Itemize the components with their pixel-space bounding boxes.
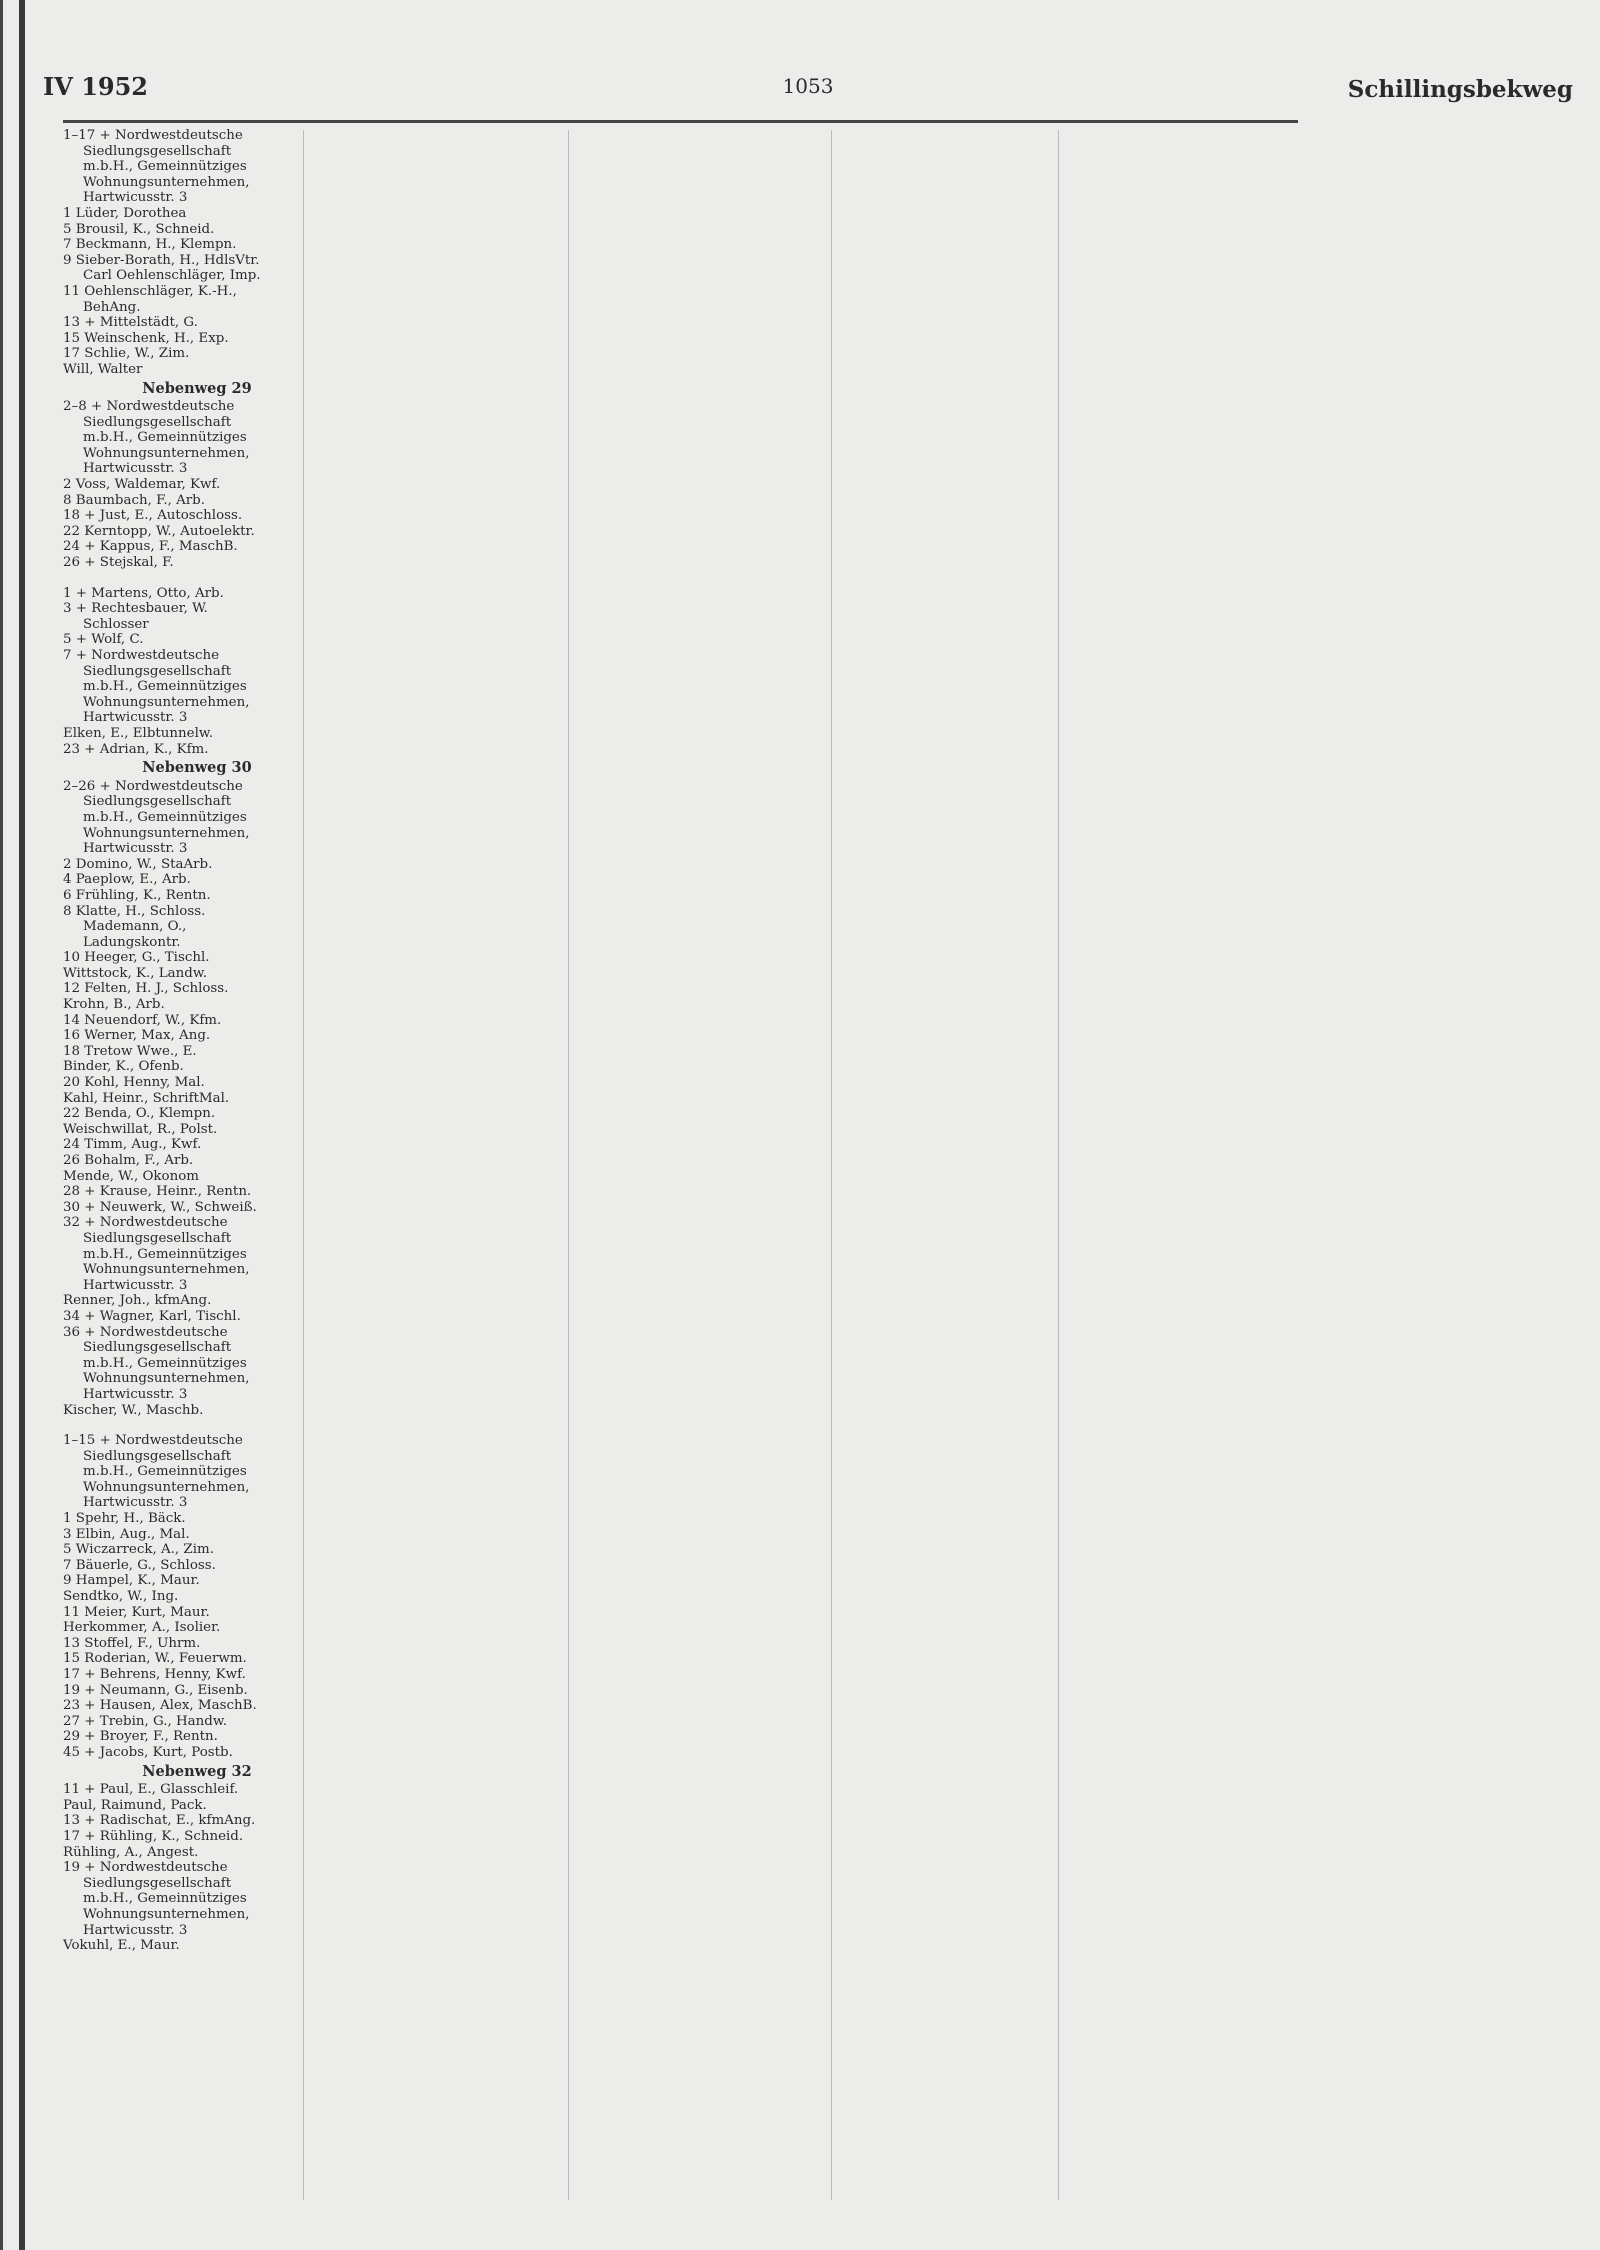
street-heading: Nebenweg 32 xyxy=(142,1763,252,1780)
directory-entry: 8 Baumbach, F., Arb. xyxy=(63,492,205,508)
directory-entry: 1 Spehr, H., Bäck. xyxy=(63,1511,186,1527)
directory-entry: 45 + Jacobs, Kurt, Postb. xyxy=(63,1744,233,1760)
directory-entry: Kahl, Heinr., SchriftMal. xyxy=(63,1090,230,1106)
directory-entry: Kischer, W., Maschb. xyxy=(63,1402,204,1418)
directory-entry: 2–26 + Nordwestdeutsche xyxy=(63,778,243,794)
directory-entry: 13 + Mittelstädt, G. xyxy=(63,315,198,331)
directory-entry: Schlosser xyxy=(83,616,149,632)
header-street-range: Schillingsbekweg xyxy=(1347,76,1573,103)
directory-entry: 1–17 + Nordwestdeutsche xyxy=(63,128,243,143)
directory-entry: 30 + Neuwerk, W., Schweiß. xyxy=(63,1199,257,1215)
directory-entry: 3 + Rechtesbauer, W. xyxy=(63,601,208,617)
directory-entry: Mademann, O., xyxy=(83,919,187,935)
directory-entry: m.b.H., Gemeinnütziges xyxy=(83,679,247,695)
directory-entry: 8 Klatte, H., Schloss. xyxy=(63,903,206,919)
directory-entry: Elken, E., Elbtunnelw. xyxy=(63,725,213,741)
directory-entry: 2 Voss, Waldemar, Kwf. xyxy=(63,477,221,493)
directory-entry: Wohnungsunternehmen, xyxy=(83,445,250,461)
directory-entry: Wohnungsunternehmen, xyxy=(83,1479,250,1495)
directory-entry: Wittstock, K., Landw. xyxy=(63,965,207,981)
directory-entry: 11 Oehlenschläger, K.-H., xyxy=(63,283,237,299)
directory-entry: 11 Meier, Kurt, Maur. xyxy=(63,1604,210,1620)
column-divider xyxy=(568,130,569,2200)
directory-entry: 13 + Radischat, E., kfmAng. xyxy=(63,1813,256,1829)
header-rule xyxy=(63,120,1298,123)
directory-entry: 3 Elbin, Aug., Mal. xyxy=(63,1526,190,1542)
directory-entry: Hartwicusstr. 3 xyxy=(83,190,188,206)
directory-entry: 26 Bohalm, F., Arb. xyxy=(63,1153,194,1168)
directory-entry: 14 Neuendorf, W., Kfm. xyxy=(63,1012,222,1028)
directory-entry: Hartwicusstr. 3 xyxy=(83,710,188,726)
directory-entry: m.b.H., Gemeinnütziges xyxy=(83,430,247,446)
page-header xyxy=(43,62,1573,102)
directory-entry: Siedlungsgesellschaft xyxy=(83,1230,232,1246)
directory-entry: 7 Bäuerle, G., Schloss. xyxy=(63,1557,216,1573)
directory-entry: m.b.H., Gemeinnütziges xyxy=(83,1246,247,1262)
directory-entry: Siedlungsgesellschaft xyxy=(83,1340,232,1356)
directory-entry: 23 + Hausen, Alex, MaschB. xyxy=(63,1698,257,1714)
directory-entry: Wohnungsunternehmen, xyxy=(83,174,250,190)
directory-entry: 22 Benda, O., Klempn. xyxy=(63,1106,216,1122)
directory-entry: 18 Tretow Wwe., E. xyxy=(63,1043,197,1059)
directory-entry: Hartwicusstr. 3 xyxy=(83,841,188,857)
directory-entry: 5 Wiczarreck, A., Zim. xyxy=(63,1542,214,1558)
directory-entry: 2–8 + Nordwestdeutsche xyxy=(63,399,235,415)
directory-entry: Wohnungsunternehmen, xyxy=(83,1371,250,1387)
directory-entry: Hartwicusstr. 3 xyxy=(83,1495,188,1511)
directory-entry: Mende, W., Okonom xyxy=(63,1168,199,1184)
directory-entry: Vokuhl, E., Maur. xyxy=(63,1938,180,1954)
directory-entry: m.b.H., Gemeinnütziges xyxy=(83,1464,247,1480)
directory-entry: Hartwicusstr. 3 xyxy=(83,1922,188,1938)
directory-entry: m.b.H., Gemeinnütziges xyxy=(83,159,247,175)
directory-entry: 16 Werner, Max, Ang. xyxy=(63,1028,211,1044)
directory-entry: 15 Weinschenk, H., Exp. xyxy=(63,330,229,346)
spacer xyxy=(63,571,331,586)
directory-entry: 7 Beckmann, H., Klempn. xyxy=(63,237,237,253)
directory-entry: 1 + Martens, Otto, Arb. xyxy=(63,585,224,601)
directory-entry: Weischwillat, R., Polst. xyxy=(63,1121,218,1137)
street-heading: Nebenweg 29 xyxy=(142,380,252,397)
directory-entry: Herkommer, A., Isolier. xyxy=(63,1620,221,1636)
directory-entry: 32 + Nordwestdeutsche xyxy=(63,1215,228,1231)
directory-entry: 12 Felten, H. J., Schloss. xyxy=(63,981,229,997)
directory-entry: 22 Kerntopp, W., Autoelektr. xyxy=(63,523,255,539)
directory-entry: m.b.H., Gemeinnütziges xyxy=(83,1355,247,1371)
directory-entry: 9 Hampel, K., Maur. xyxy=(63,1573,200,1589)
directory-entry: Binder, K., Ofenb. xyxy=(63,1059,184,1075)
directory-entry: 5 + Wolf, C. xyxy=(63,632,144,648)
directory-entry: 19 + Nordwestdeutsche xyxy=(63,1860,228,1876)
directory-entry: 1 Lüder, Dorothea xyxy=(63,205,187,221)
directory-entry: Will, Walter xyxy=(63,361,143,377)
directory-entry: 6 Frühling, K., Rentn. xyxy=(63,887,211,903)
directory-entry: Ladungskontr. xyxy=(83,934,181,950)
directory-entry: 2 Domino, W., StaArb. xyxy=(63,856,213,872)
directory-entry: Carl Oehlenschläger, Imp. xyxy=(83,268,261,284)
directory-entry: m.b.H., Gemeinnütziges xyxy=(83,1891,247,1907)
directory-entry: Siedlungsgesellschaft xyxy=(83,414,232,430)
directory-entry: Hartwicusstr. 3 xyxy=(83,1386,188,1402)
page-number: 1053 xyxy=(782,74,834,98)
directory-entry: 11 + Paul, E., Glasschleif. xyxy=(63,1782,239,1798)
directory-entry: 4 Paeplow, E., Arb. xyxy=(63,872,191,888)
scan-edge xyxy=(19,0,25,2250)
directory-entry: Wohnungsunternehmen, xyxy=(83,1906,250,1922)
directory-entry: Hartwicusstr. 3 xyxy=(83,1277,188,1293)
directory-entry: Renner, Joh., kfmAng. xyxy=(63,1293,212,1309)
directory-entry: 27 + Trebin, G., Handw. xyxy=(63,1713,227,1729)
directory-entry: Paul, Raimund, Pack. xyxy=(63,1797,207,1813)
directory-entry: 17 + Behrens, Henny, Kwf. xyxy=(63,1667,246,1682)
directory-entry: 19 + Neumann, G., Eisenb. xyxy=(63,1682,248,1698)
directory-entry: Hartwicusstr. 3 xyxy=(83,461,188,477)
directory-entry: 17 Schlie, W., Zim. xyxy=(63,346,190,362)
directory-entry: Siedlungsgesellschaft xyxy=(83,663,232,679)
directory-entry: Siedlungsgesellschaft xyxy=(83,143,232,159)
directory-entry: 5 Brousil, K., Schneid. xyxy=(63,221,215,237)
directory-entry: Krohn, B., Arb. xyxy=(63,997,165,1013)
directory-entry: 15 Roderian, W., Feuerwm. xyxy=(63,1651,247,1667)
directory-entry: 29 + Broyer, F., Rentn. xyxy=(63,1729,218,1745)
directory-entry: 17 + Rühling, K., Schneid. xyxy=(63,1828,244,1844)
directory-entry: BehAng. xyxy=(83,299,141,315)
directory-entry: Siedlungsgesellschaft xyxy=(83,794,232,810)
directory-entry: 10 Heeger, G., Tischl. xyxy=(63,950,210,966)
directory-entry: m.b.H., Gemeinnütziges xyxy=(83,809,247,825)
directory-entry: Wohnungsunternehmen, xyxy=(83,825,250,841)
spacer xyxy=(63,1418,331,1433)
directory-entry: Wohnungsunternehmen, xyxy=(83,1262,250,1278)
directory-entry: 13 Stoffel, F., Uhrm. xyxy=(63,1635,201,1651)
directory-entry: Rühling, A., Angest. xyxy=(63,1844,199,1860)
directory-entry: 34 + Wagner, Karl, Tischl. xyxy=(63,1308,241,1324)
street-heading: Nebenweg 30 xyxy=(142,760,252,776)
directory-entry: 36 + Nordwestdeutsche xyxy=(63,1324,228,1340)
directory-entry: 9 Sieber-Borath, H., HdlsVtr. xyxy=(63,252,260,268)
directory-entry: 24 + Kappus, F., MaschB. xyxy=(63,539,238,555)
column-divider xyxy=(831,130,832,2200)
header-left: IV 1952 xyxy=(43,72,148,101)
directory-entry: 7 + Nordwestdeutsche xyxy=(63,648,220,663)
directory-entry: 20 Kohl, Henny, Mal. xyxy=(63,1075,205,1091)
directory-entry: Wohnungsunternehmen, xyxy=(83,694,250,710)
directory-entry: Sendtko, W., Ing. xyxy=(63,1589,179,1605)
column-divider xyxy=(1058,130,1059,2200)
directory-entry: 26 + Stejskal, F. xyxy=(63,555,174,571)
directory-entry: Siedlungsgesellschaft xyxy=(83,1448,232,1464)
directory-entry: 28 + Krause, Heinr., Rentn. xyxy=(63,1184,252,1200)
column-1 xyxy=(63,128,331,1954)
directory-entry: 24 Timm, Aug., Kwf. xyxy=(63,1137,202,1153)
directory-entry: 23 + Adrian, K., Kfm. xyxy=(63,741,209,757)
directory-entry: 18 + Just, E., Autoschloss. xyxy=(63,508,243,524)
directory-entry: 1–15 + Nordwestdeutsche xyxy=(63,1433,243,1449)
directory-entry: Siedlungsgesellschaft xyxy=(83,1875,232,1891)
